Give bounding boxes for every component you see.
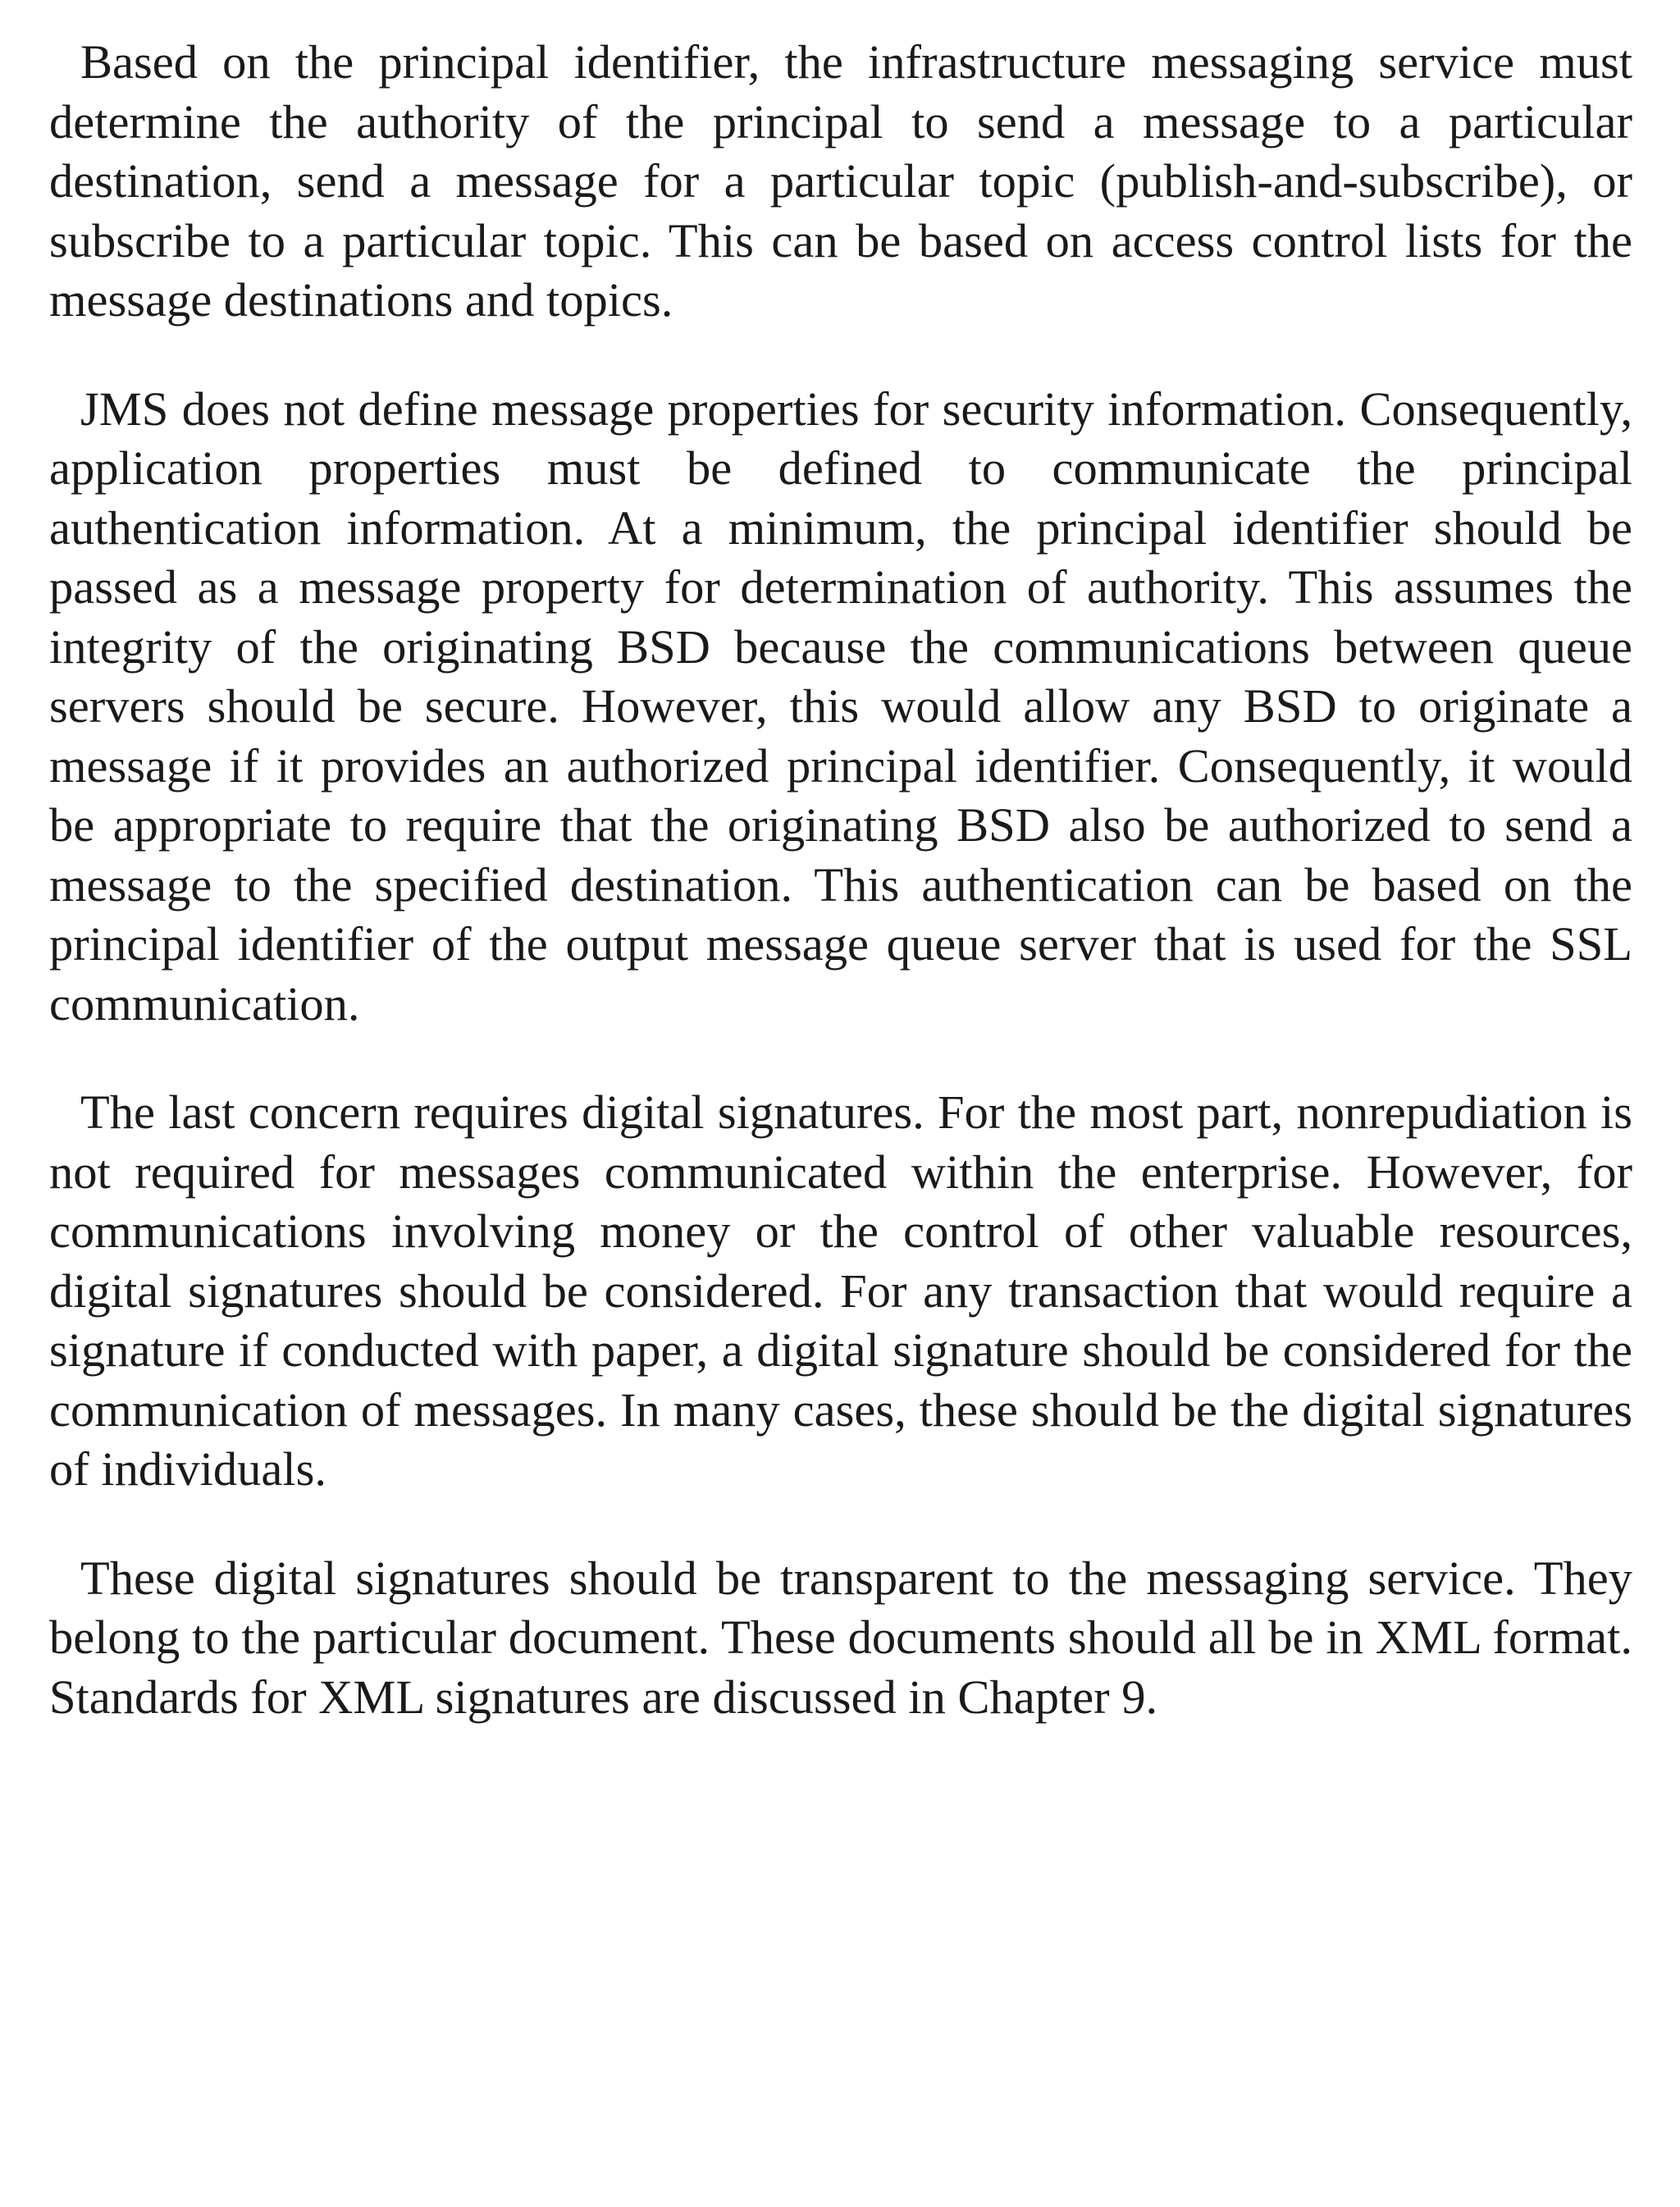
paragraph-digital-signatures: The last concern requires digital signatures. For the most part, nonrepudiation is not required for messages communicated within the enterprise. However, for communications involving money or the control of other valuable resources, digital signatures should be considered. For any transaction that would require a signature if conducted with paper, a digital signature should be considered for the communication of messages. In many cases, these should be the digital signatures of individuals. <box>49 1085 1632 1496</box>
paragraph-xml-signatures: These digital signatures should be transparent to the messaging service. They belong to the particular document. These documents should all be in XML format. Standards for XML signatures are discussed in Chapter 9. <box>49 1551 1632 1724</box>
paragraph-jms-security: JMS does not define message properties for security information. Consequently, application properties must be defined to communicate the principal authentication information. At a minimum, the principal identifier should be passed as a message property for determination of authority. This assumes the integrity of the originating BSD because the communications between queue servers should be secure. However, this would allow any BSD to originate a message if it provides an authorized principal identifier. Consequently, it would be appropriate to require that the originating BSD also be authorized to send a message to the specified destination. This authentication can be based on the principal identifier of the output message queue server that is used for the SSL communication. <box>49 382 1632 1030</box>
document-page <box>49 33 1632 1776</box>
paragraph-authority: Based on the principal identifier, the infrastructure messaging service must determine the authority of the principal to send a message to a particular destination, send a message for a particular topic (publish-and-subscribe), or subscribe to a particular topic. This can be based on access control lists for the message destinations and topics. <box>49 35 1632 327</box>
